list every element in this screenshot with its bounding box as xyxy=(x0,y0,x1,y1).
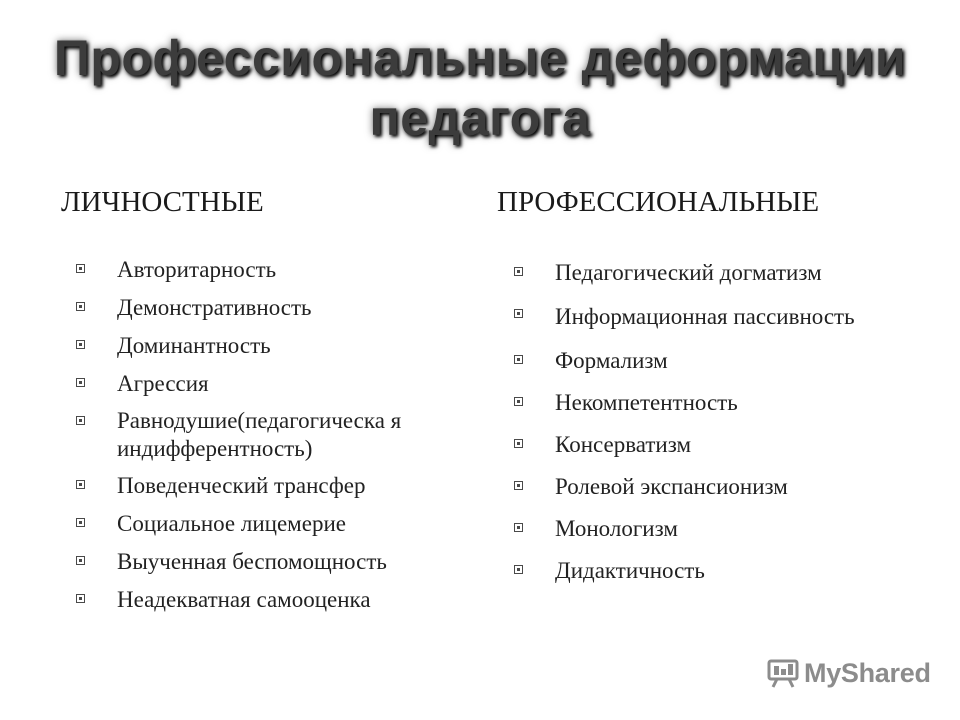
list-item: Демонстративность xyxy=(76,293,476,323)
list-item: Агрессия xyxy=(76,369,476,399)
list-item: Монологизм xyxy=(514,514,934,544)
square-bullet-icon xyxy=(76,480,85,489)
square-bullet-icon xyxy=(76,340,85,349)
list-item: Консерватизм xyxy=(514,430,934,460)
personal-deformations-list xyxy=(76,255,476,623)
presentation-board-icon xyxy=(767,658,799,688)
list-item: Некомпетентность xyxy=(514,388,934,418)
list-item: Неадекватная самооценка xyxy=(76,585,476,615)
square-bullet-icon xyxy=(514,355,523,364)
square-bullet-icon xyxy=(514,565,523,574)
square-bullet-icon xyxy=(76,518,85,527)
list-item: Формализм xyxy=(514,346,934,376)
list-item: Дидактичность xyxy=(514,556,934,586)
square-bullet-icon xyxy=(76,594,85,603)
square-bullet-icon xyxy=(514,309,523,318)
square-bullet-icon xyxy=(76,302,85,311)
square-bullet-icon xyxy=(76,556,85,565)
list-item: Информационная пассивность xyxy=(514,300,934,334)
square-bullet-icon xyxy=(76,378,85,387)
myshared-watermark xyxy=(767,654,931,692)
list-item: Ролевой экспансионизм xyxy=(514,472,934,502)
square-bullet-icon xyxy=(514,397,523,406)
list-item: Педагогический догматизм xyxy=(514,258,934,288)
list-item: Равнодушие(педагогическа я индифферентность) xyxy=(76,407,476,463)
square-bullet-icon xyxy=(514,481,523,490)
list-item: Поведенческий трансфер xyxy=(76,471,476,501)
list-item: Доминантность xyxy=(76,331,476,361)
list-item: Авторитарность xyxy=(76,255,476,285)
personal-heading: ЛИЧНОСТНЫЕ xyxy=(61,186,264,218)
list-item: Социальное лицемерие xyxy=(76,509,476,539)
watermark-text: MyShared xyxy=(804,657,931,688)
square-bullet-icon xyxy=(76,264,85,273)
slide-title-line-2: педагога xyxy=(369,90,591,146)
professional-heading: ПРОФЕССИОНАЛЬНЫЕ xyxy=(497,186,820,218)
square-bullet-icon xyxy=(514,267,523,276)
slide-title xyxy=(0,28,960,148)
square-bullet-icon xyxy=(514,439,523,448)
slide-title-line-1: Профессиональные деформации xyxy=(53,30,907,86)
list-item: Выученная беспомощность xyxy=(76,547,476,577)
square-bullet-icon xyxy=(76,416,85,425)
professional-deformations-list xyxy=(514,258,934,598)
square-bullet-icon xyxy=(514,523,523,532)
